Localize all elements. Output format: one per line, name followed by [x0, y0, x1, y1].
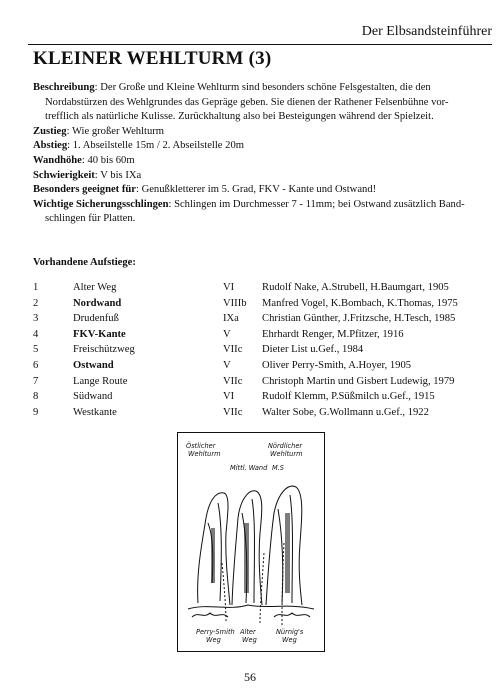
beschreibung-line-2: Nordabstürzen des Wehlgrundes das Gepräge geben. Sie dienen der Rathener Felsenbühne vor-	[45, 96, 449, 108]
label-alter-weg: Weg	[242, 636, 257, 644]
route-name: Nordwand	[73, 297, 122, 309]
schwierigkeit-label: Schwierigkeit	[33, 169, 95, 181]
routes-table	[33, 280, 483, 420]
route-row	[33, 358, 483, 374]
abstieg-label: Abstieg	[33, 140, 68, 152]
geeignet-line	[33, 183, 478, 198]
route-grade: VI	[223, 282, 235, 293]
geeignet-text: : Genußkletterer im 5. Grad, FKV - Kante und Ostwand!	[135, 184, 377, 196]
route-grade: V	[223, 328, 231, 340]
route-grade: VIIc	[223, 375, 243, 387]
geeignet-label: Besonders geeignet für	[33, 184, 136, 196]
wandhoehe-text: : 40 bis 60m	[81, 154, 135, 166]
route-number: 1	[33, 282, 39, 293]
schlingen-label: Wichtige Sicherungsschlingen	[33, 198, 169, 210]
route-grade: VIIIb	[223, 297, 247, 309]
schwierigkeit-text: : V bis IXa	[94, 169, 142, 181]
route-name: FKV-Kante	[73, 328, 126, 340]
label-nurnigs-weg: Weg	[282, 636, 297, 644]
route-first-ascent: Christoph Martin und Gisbert Ludewig, 1979	[262, 375, 455, 387]
abstieg-text: : 1. Abseilstelle 15m / 2. Abseilstelle 20m	[67, 140, 244, 152]
route-name: Alter Weg	[73, 282, 117, 293]
beschreibung-text-1: : Der Große und Kleine Wehlturm sind besonders schöne Felsgestalten, die den	[94, 82, 431, 93]
route-first-ascent: Rudolf Nake, A.Strubell, H.Baumgart, 1905	[262, 282, 449, 293]
route-first-ascent: Manfred Vogel, K.Bombach, K.Thomas, 1975	[262, 297, 458, 309]
route-first-ascent: Christian Günther, J.Fritzsche, H.Tesch, 1985	[262, 313, 456, 325]
wandhoehe-line	[33, 154, 478, 169]
route-name: Freischützweg	[73, 344, 135, 356]
label-perry-smith: Perry-Smith	[196, 628, 235, 636]
description-block	[33, 81, 478, 227]
route-row	[33, 342, 483, 358]
label-nordlicher-wehlturm: Wehlturm	[270, 450, 303, 458]
wandhoehe-label: Wandhöhe	[33, 154, 82, 166]
route-name: Ostwand	[73, 359, 114, 371]
beschreibung-line-3: trefflich als natürliche Kulisse. Zurückhaltung also bei Besteigungen während der Spielzeit.	[45, 111, 434, 123]
route-first-ascent: Ehrhardt Renger, M.Pfitzer, 1916	[262, 328, 404, 340]
route-grade: VIIc	[223, 344, 243, 356]
page-title: KLEINER WEHLTURM (3)	[33, 48, 272, 69]
route-grade: VI	[223, 391, 235, 403]
route-first-ascent: Oliver Perry-Smith, A.Hoyer, 1905	[262, 359, 412, 371]
zustieg-line	[33, 125, 478, 140]
abstieg-line	[33, 139, 478, 154]
schwierigkeit-line	[33, 169, 478, 184]
route-name: Drudenfuß	[73, 313, 119, 325]
route-number: 9	[33, 406, 39, 418]
route-row	[33, 280, 483, 296]
route-first-ascent: Rudolf Klemm, P.Süßmilch u.Gef., 1915	[262, 391, 435, 403]
route-grade: VIIc	[223, 406, 243, 418]
label-ostlicher-wehlturm: Wehlturm	[188, 450, 221, 458]
route-grade: IXa	[223, 313, 239, 325]
routes-heading: Vorhandene Aufstiege:	[33, 257, 136, 268]
label-perry-smith-weg: Weg	[206, 636, 221, 644]
rock-sketch	[177, 432, 325, 652]
route-grade: V	[223, 359, 231, 371]
route-row	[33, 296, 483, 312]
route-number: 2	[33, 297, 39, 309]
schlingen-line-2: schlingen für Platten.	[45, 213, 136, 225]
route-row	[33, 327, 483, 343]
route-number: 7	[33, 375, 39, 387]
label-alter: Alter	[240, 628, 256, 636]
route-first-ascent: Dieter List u.Gef., 1984	[262, 344, 364, 356]
label-ms: M.S	[272, 464, 284, 472]
running-header: Der Elbsandsteinführer	[361, 24, 492, 39]
zustieg-label: Zustieg	[33, 125, 67, 137]
zustieg-text: : Wie großer Wehlturm	[66, 125, 165, 137]
page-number: 56	[244, 670, 256, 684]
schlingen-line-1	[33, 198, 478, 213]
label-mittl-wand: Mittl. Wand	[230, 464, 268, 472]
label-nurnigs: Nürnig's	[276, 628, 304, 636]
route-number: 8	[33, 391, 39, 403]
route-number: 4	[33, 328, 39, 340]
route-row	[33, 389, 483, 405]
route-number: 3	[33, 313, 39, 325]
label-ostlicher: Östlicher	[186, 442, 216, 450]
header-rule	[28, 44, 492, 45]
route-row	[33, 405, 483, 421]
schlingen-text-1: : Schlingen im Durchmesser 7 - 11mm; bei Ostwand zusätzlich Band-	[168, 198, 465, 210]
route-name: Lange Route	[73, 375, 128, 387]
route-name: Westkante	[73, 406, 117, 418]
route-row	[33, 374, 483, 390]
route-row	[33, 311, 483, 327]
route-number: 5	[33, 344, 39, 356]
label-nordlicher: Nördlicher	[268, 442, 303, 450]
route-name: Südwand	[73, 391, 113, 403]
route-number: 6	[33, 359, 39, 371]
route-first-ascent: Walter Sobe, G.Wollmann u.Gef., 1922	[262, 406, 429, 418]
beschreibung-label: Beschreibung	[33, 82, 95, 93]
beschreibung-line-1	[33, 81, 478, 96]
